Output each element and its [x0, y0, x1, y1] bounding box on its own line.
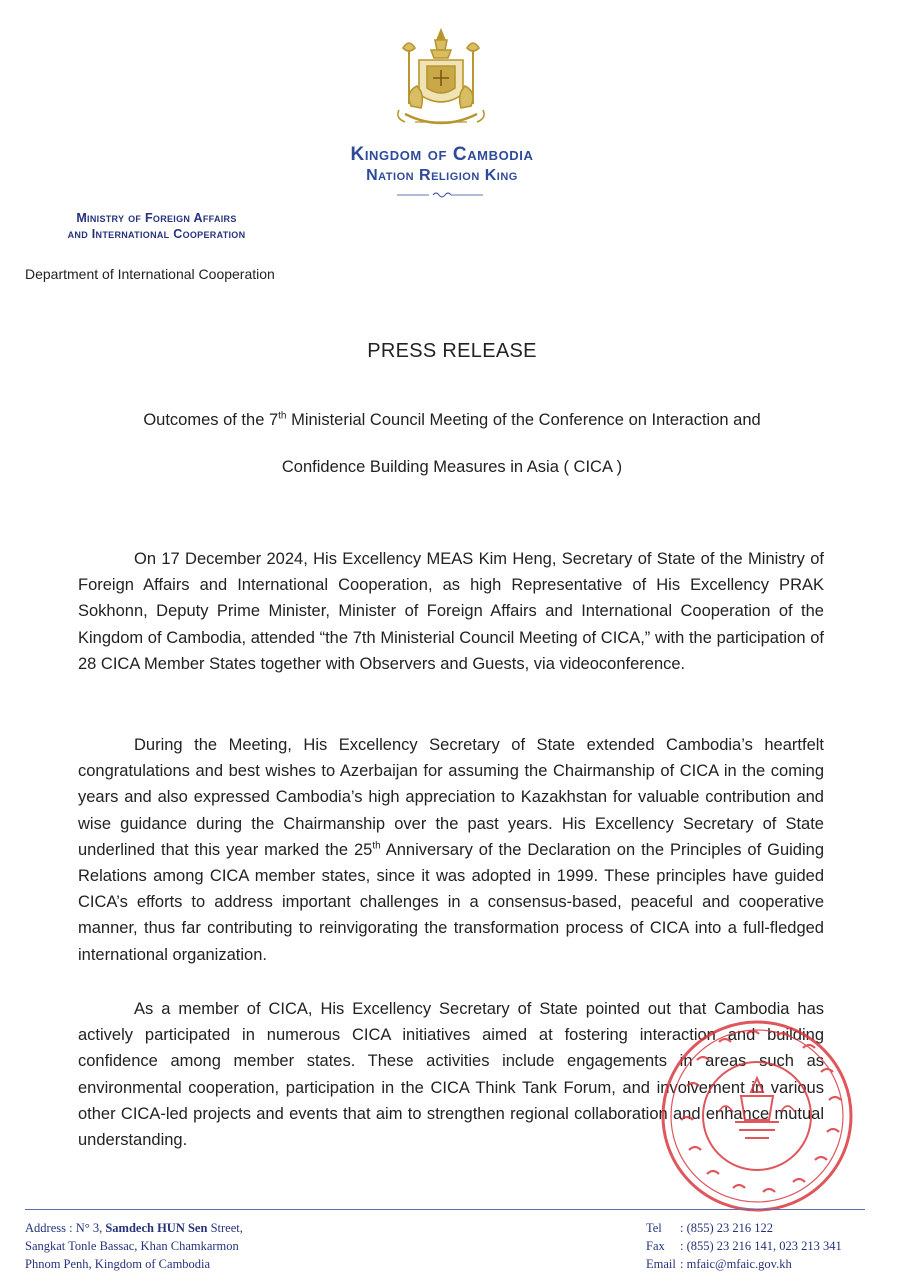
ministry-line-1: Ministry of Foreign Affairs [76, 211, 237, 225]
fax-value: : (855) 23 216 141, 023 213 341 [680, 1239, 842, 1253]
paragraph-1 [78, 546, 824, 677]
ministry-seal-stamp-icon [657, 1016, 857, 1216]
email-value[interactable]: : mfaic@mfaic.gov.kh [680, 1257, 792, 1271]
tel-row [646, 1219, 842, 1237]
paragraph-2 [78, 732, 824, 968]
address-line-2: Sangkat Tonle Bassac, Khan Chamkarmon [25, 1239, 239, 1253]
fax-label: Fax [646, 1239, 665, 1253]
paragraph-1-text: On 17 December 2024, His Excellency MEAS Kim Heng, Secretary of State of the Ministry of Foreign Affairs and International Cooperation, as high Representative of His Excellency PRAK Sokhonn, Deputy Prime Minister, Minister of Foreign Affairs and International Cooperation of the Kingdom of Cambodia, attended “the 7th Ministerial Council Meeting of CICA,” with the participation of 28 CICA Member States together with Observers and Guests, via videoconference. [78, 550, 824, 673]
paragraph-2-ordinal: th [372, 840, 381, 852]
ministry-line-2: and International Cooperation [67, 227, 246, 241]
fax-row [646, 1237, 842, 1255]
footer-contacts [646, 1219, 842, 1273]
national-motto: Nation Religion King [366, 167, 518, 184]
ministry-name [24, 210, 289, 242]
address-line-3: Phnom Penh, Kingdom of Cambodia [25, 1257, 211, 1271]
kingdom-heading: Kingdom of Cambodia [350, 144, 534, 165]
subject-ordinal: th [278, 410, 287, 422]
paragraph-2-post: Anniversary of the Declaration on the Principles of Guiding Relations among CICA member states, since it was adopted in 1999. These principles have guided CICA’s efforts to address important challenges in a consensus-based, peaceful and cooperative manner, thus far contributing to reinvigorating the transformation process of CICA into a full-fledged international organization. [78, 840, 825, 964]
address-street: Samdech HUN Sen [105, 1221, 208, 1235]
footer-address [25, 1219, 243, 1273]
email-label: Email [646, 1257, 676, 1271]
document-title: PRESS RELEASE [367, 340, 537, 362]
tel-label: Tel [646, 1221, 662, 1235]
subject-line-1-post: Ministerial Council Meeting of the Conference on Interaction and [286, 411, 761, 429]
address-line-1 [25, 1219, 243, 1237]
address-street-suffix: Street, [207, 1221, 243, 1235]
subject-line-1 [0, 411, 901, 430]
address-label: Address : N° 3, [25, 1221, 106, 1235]
royal-arms-emblem-icon [385, 26, 497, 138]
footer-divider [25, 1209, 865, 1210]
ornament-divider-icon [395, 190, 485, 200]
paragraph-2-pre: During the Meeting, His Excellency Secretary of State extended Cambodia’s heartfelt congratulations and best wishes to Azerbaijan for assuming the Chairmanship of CICA in the coming years and also expressed Cambodia’s high appreciation to Kazakhstan for valuable contribution and wise guidance during the Chairmanship over the past years. His Excellency Secretary of State underlined that this year marked the 25 [78, 736, 824, 859]
paragraph-3-text: As a member of CICA, His Excellency Secretary of State pointed out that Cambodia has actively participated in numerous CICA initiatives aimed at fostering interaction and building confidence among member states. These activities include engagements in areas such as environmental cooperation, participation in the CICA Think Tank Forum, and involvement in various other CICA-led projects and events that aim to strengthen regional collaboration and enhance mutual understanding. [78, 1000, 824, 1150]
tel-value: : (855) 23 216 122 [680, 1221, 774, 1235]
subject-line-2: Confidence Building Measures in Asia ( CICA ) [281, 458, 623, 476]
department-name: Department of International Cooperation [25, 266, 275, 282]
subject-line-1-pre: Outcomes of the 7 [143, 411, 279, 429]
email-row [646, 1255, 842, 1273]
